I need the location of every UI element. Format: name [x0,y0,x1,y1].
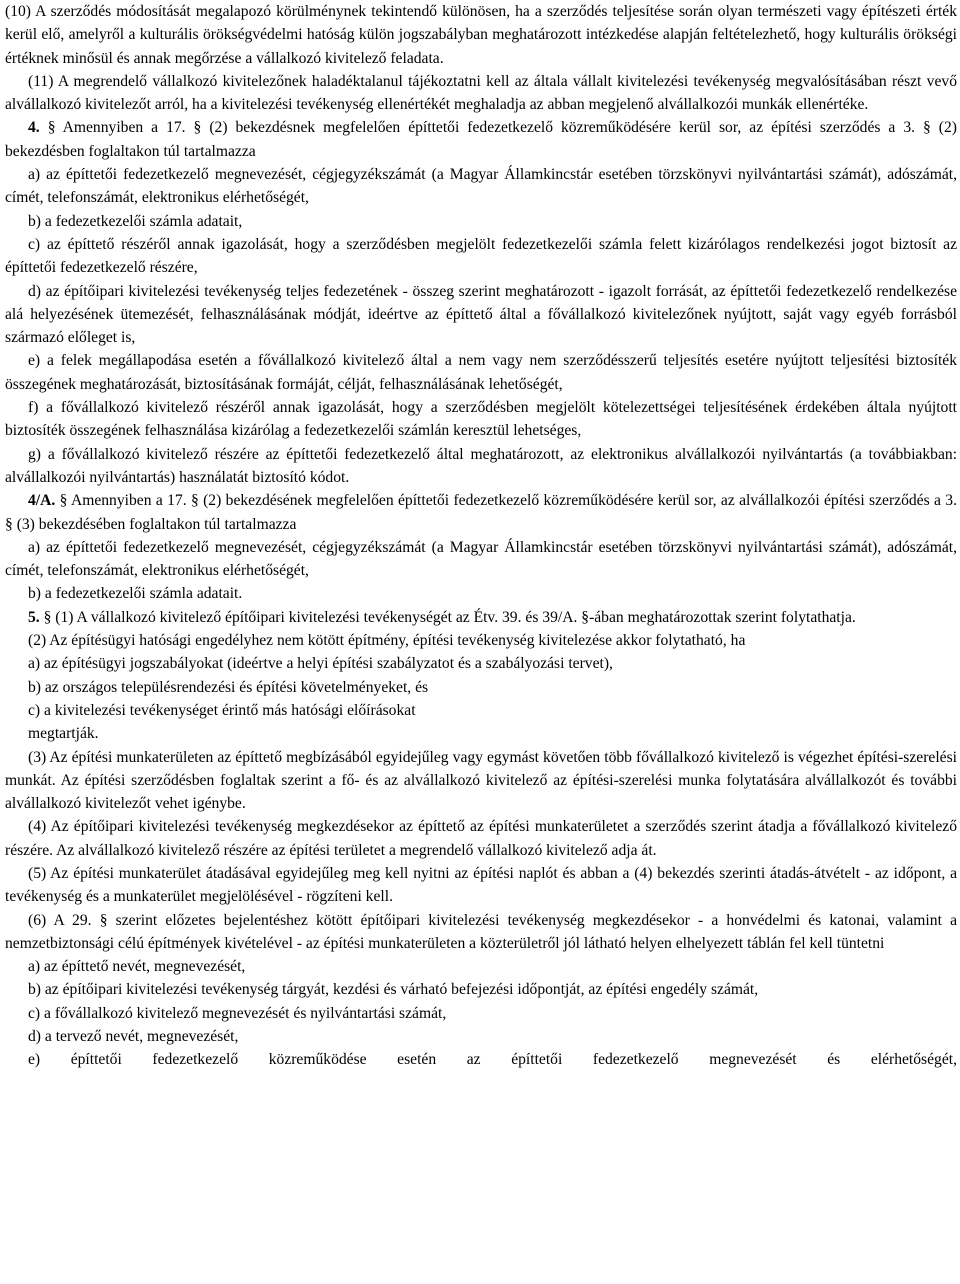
list-item-a [5,955,957,978]
paragraph-continuation [5,722,957,745]
paragraph-text: (5) Az építési munkaterület átadásával egyidejűleg meg kell nyitni az építési naplót és abban a (4) bekezdés szerinti átadás-átvételt - az időpont, a tevékenység és a munkaterület megjelölésével - rögzíteni kell. [5,864,957,906]
paragraph-text: c) az építtető részéről annak igazolását, hogy a szerződésben megjelölt fedezetkezelői számla felett kizárólagos rendelkezési jogot biztosít az építtetői fedezetkezelő részére, [5,235,957,277]
paragraph-5-3 [5,746,957,816]
paragraph-text: § (1) A vállalkozó kivitelező építőipari kivitelezési tevékenységét az Étv. 39. és 39/A. §-ában meghatározottak szerint folytathatja. [39,608,856,626]
paragraph-5-5 [5,862,957,909]
list-item-c [5,1002,957,1025]
paragraph-text: f) a fővállalkozó kivitelező részéről annak igazolását, hogy a szerződésben megjelölt kötelezettségei teljesítésének érdekében általa nyújtott biztosíték összegének felhasználása kizárólag a fedezetkezelői számlán keresztül lehetséges, [5,399,957,440]
list-item-a [5,536,957,583]
list-item-b [5,676,957,699]
section-4-heading [5,116,957,163]
paragraph-text: a) az építésügyi jogszabályokat (ideértve a helyi építési szabályzatot és a szabályozási tervet), [28,655,613,673]
list-item-d [5,280,957,350]
list-item-f [5,396,957,443]
paragraph-text: b) az országos településrendezési és építési követelményeket, és [28,678,429,696]
list-item-c [5,699,957,722]
paragraph-text: e) a felek megállapodása esetén a fővállalkozó kivitelező által a nem vagy nem szerződésszerű teljesítés esetére nyújtott teljesítési biztosíték összegének meghatározását, biztosításának formáját, célját, felhasználásának lehetőségét, [5,352,957,393]
paragraph-text: e) építtetői fedezetkezelő közreműködése esetén az építtetői fedezetkezelő megnevezését és elérhetőségét, [28,1051,957,1069]
list-item-c [5,233,957,280]
list-item-b [5,582,957,605]
paragraph-text: b) a fedezetkezelői számla adatait. [28,585,243,603]
paragraph-text: § Amennyiben a 17. § (2) bekezdésének megfelelően építtetői fedezetkezelő közreműködésére kerül sor, az alvállalkozói építési szerződés a 3. § (3) bekezdésében foglaltakon túl tartalmazza [5,492,957,533]
list-item-e [5,1048,957,1071]
paragraph-10 [5,0,957,70]
paragraph-text: g) a fővállalkozó kivitelező részére az építtetői fedezetkezelő által meghatározott, az elektronikus alvállalkozói nyilvántartás (a továbbiakban: alvállalkozói nyilvántartás) használatát biztosító kódot. [5,445,957,486]
section-4a-heading [5,489,957,536]
paragraph-text: d) az építőipari kivitelezési tevékenység teljes fedezetének - összeg szerint meghatározott - igazolt forrását, az építtetői fedezetkezelő rendelkezése alá helyezésének ütemezését, felhasználásának módját, ideértve az építtető által a fővállalkozó kivitelezőnek nyújtott, saját vagy egyéb forrásból származó előleget is, [5,282,957,347]
paragraph-text: (10) A szerződés módosítását megalapozó körülménynek tekintendő különösen, ha a szerződés teljesítése során olyan természeti vagy építészeti érték kerül elő, amelyről a kulturális örökségvédelmi hatóság külön jogszabályban meghatározott intézkedése alapján feltételezhető, hogy kulturális örökségi értéknek minősül és annak megőrzése a vállalkozó kivitelező feladata. [5,3,957,67]
list-item-e [5,349,957,396]
paragraph-text: a) az építtetői fedezetkezelő megnevezését, cégjegyzékszámát (a Magyar Államkincstár esetében törzskönyvi nyilvántartási számát), adószámát, címét, telefonszámát, elektronikus elérhetőségét, [5,166,957,207]
paragraph-text: a) az építtető nevét, megnevezését, [28,958,246,976]
paragraph-text: b) a fedezetkezelői számla adatait, [28,212,243,230]
list-item-b [5,210,957,233]
paragraph-text: c) a kivitelezési tevékenységet érintő más hatósági előírásokat [28,701,416,719]
paragraph-text: (3) Az építési munkaterületen az építtető megbízásából egyidejűleg vagy egymást követően több fővállalkozó kivitelező is végezhet építési-szerelési munkát. Az építési szerződésben foglaltak szerint a fő- és az alvállalkozó kivitelező az építési-szerelési munka folytatására alvállalkozót és további alvállalkozó kivitelezőt vehet igénybe. [5,748,957,813]
list-item-d [5,1025,957,1048]
section-number: 5. [28,608,40,626]
paragraph-text: d) a tervező nevét, megnevezését, [28,1028,239,1046]
paragraph-text: b) az építőipari kivitelezési tevékenység tárgyát, kezdési és várható befejezési időpontját, az építési engedély számát, [28,981,759,999]
paragraph-11 [5,70,957,117]
paragraph-5-2 [5,629,957,652]
paragraph-5-4 [5,815,957,862]
paragraph-text: megtartják. [28,725,99,743]
list-item-a [5,163,957,210]
paragraph-text: a) az építtetői fedezetkezelő megnevezését, cégjegyzékszámát (a Magyar Államkincstár esetében törzskönyvi nyilvántartási számát), adószámát, címét, telefonszámát, elektronikus elérhetőségét, [5,538,957,580]
paragraph-text: (6) A 29. § szerint előzetes bejelentéshez kötött építőipari kivitelezési tevékenység megkezdésekor - a honvédelmi és katonai, valamint a nemzetbiztonsági célú építmények kivételével - az építési munkaterületen a közterületről jól látható helyen elhelyezett táblán fel kell tüntetni [5,911,957,952]
paragraph-text: (11) A megrendelő vállalkozó kivitelezőnek haladéktalanul tájékoztatni kell az általa vállalt kivitelezési tevékenység megvalósításában részt vevő alvállalkozó kivitelezőt arról, ha a kivitelezési tevékenység ellenértékét meghaladja az abban megjelenő alvállalkozói munkák ellenértéke. [5,72,957,114]
list-item-a [5,652,957,675]
paragraph-text: (2) Az építésügyi hatósági engedélyhez nem kötött építmény, építési tevékenység kivitelezése akkor folytatható, ha [28,632,746,650]
paragraph-text: c) a fővállalkozó kivitelező megnevezését és nyilvántartási számát, [28,1004,447,1022]
paragraph-text: § Amennyiben a 17. § (2) bekezdésnek megfelelően építtetői fedezetkezelő közreműködésére kerül sor, az építési szerződés a 3. § (2) bekezdésben foglaltakon túl tartalmazza [5,119,957,160]
section-number: 4/A. [28,492,56,510]
list-item-g [5,443,957,490]
list-item-b [5,978,957,1001]
section-number: 4. [28,119,40,137]
paragraph-5-6 [5,909,957,956]
section-5-heading [5,606,957,629]
paragraph-text: (4) Az építőipari kivitelezési tevékenység megkezdésekor az építtető az építési munkaterületet a szerződés szerint átadja a fővállalkozó kivitelező részére. Az alvállalkozó kivitelező részére az építési területet a megrendelő vállalkozó kivitelező adja át. [5,818,957,859]
